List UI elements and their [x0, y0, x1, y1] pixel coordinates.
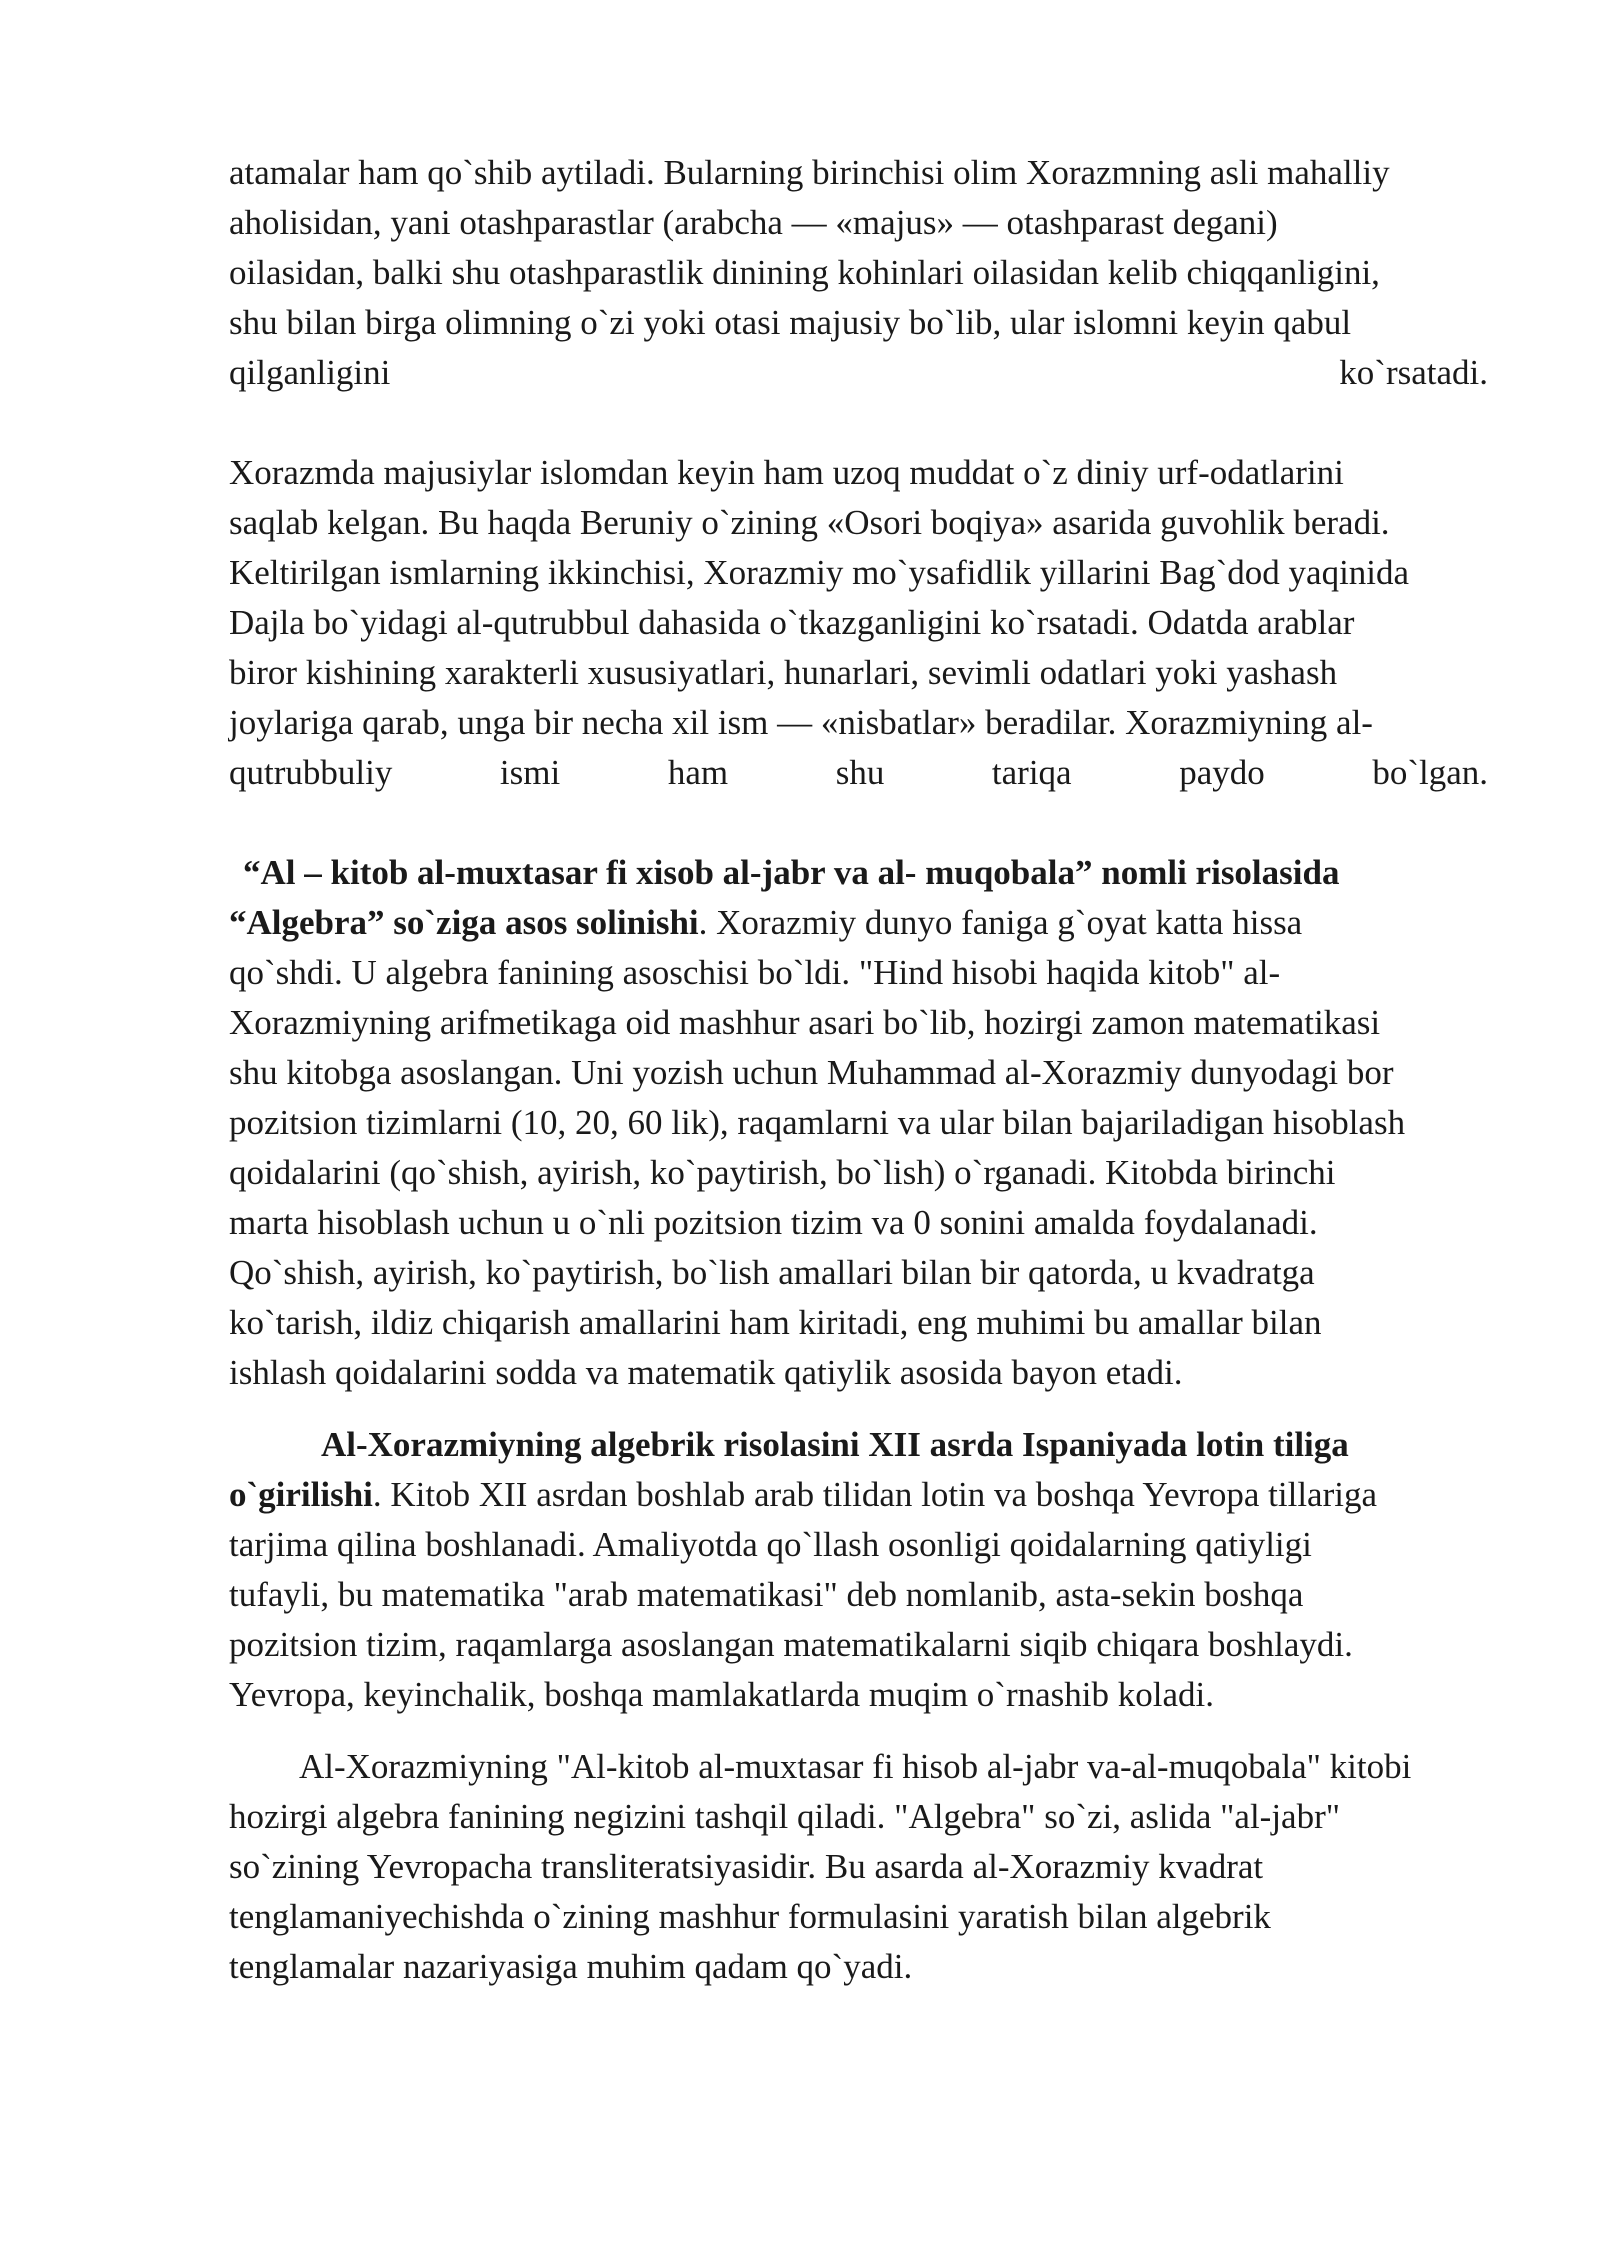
text-line: saqlab kelgan. Bu haqda Beruniy o`zining «Osori boqiya» asarida guvohlik beradi. — [229, 503, 1390, 542]
text-line: tenglamaniyechishda o`zining mashhur formulasini yaratish bilan algebrik — [229, 1897, 1271, 1936]
paragraph-5 — [229, 1742, 1488, 1992]
text-line: qo`shdi. U algebra fanining asoschisi bo`ldi. "Hind hisobi haqida kitob" al- — [229, 953, 1281, 992]
text-line: Xorazmiyning arifmetikaga oid mashhur asari bo`lib, hozirgi zamon matematikasi — [229, 1003, 1381, 1042]
text-line: qutrubbuliy ismi ham shu tariqa paydo bo`lgan. — [229, 753, 1488, 792]
text-line: atamalar ham qo`shib aytiladi. Bularning birinchisi olim Xorazmning asli mahalliy — [229, 153, 1390, 192]
text-line: joylariga qarab, unga bir necha xil ism — «nisbatlar» beradilar. Xorazmiyning al- — [229, 703, 1373, 742]
bold-heading-line — [229, 1420, 1488, 1470]
text-run: . Kitob XII asrdan boshlab arab tilidan lotin va boshqa Yevropa tillariga — [372, 1475, 1378, 1514]
text-line: Keltirilgan ismlarning ikkinchisi, Xorazmiy mo`ysafidlik yillarini Bag`dod yaqinida — [229, 553, 1410, 592]
text-line: Qo`shish, ayirish, ko`paytirish, bo`lish amallari bilan bir qatorda, u kvadratga — [229, 1253, 1315, 1292]
text-line: tenglamalar nazariyasiga muhim qadam qo`yadi. — [229, 1947, 913, 1986]
text-line: qilganligini ko`rsatadi. — [229, 353, 1488, 392]
text-line: Yevropa, keyinchalik, boshqa mamlakatlarda muqim o`rnashib koladi. — [229, 1675, 1214, 1714]
text-line: biror kishining xarakterli xususiyatlari, hunarlari, sevimli odatlari yoki yashash — [229, 653, 1338, 692]
text-line — [229, 898, 1488, 948]
paragraph-4 — [229, 1420, 1488, 1720]
text-line: shu bilan birga olimning o`zi yoki otasi majusiy bo`lib, ular islomni keyin qabul — [229, 303, 1352, 342]
bold-heading-text: “Algebra” so`ziga asos solinishi — [229, 903, 699, 942]
bold-heading-text: o`girilishi — [229, 1475, 373, 1514]
text-line: oilasidan, balki shu otashparastlik dinining kohinlari oilasidan kelib chiqqanligini, — [229, 253, 1380, 292]
text-line: pozitsion tizim, raqamlarga asoslangan matematikalarni siqib chiqara boshlaydi. — [229, 1625, 1353, 1664]
bold-heading-text: “Al – kitob al-muxtasar fi xisob al-jabr va al- muqobala” nomli risolasida — [243, 853, 1340, 892]
text-line: Al-Xorazmiyning "Al-kitob al-muxtasar fi hisob al-jabr va-al-muqobala" kitobi — [299, 1747, 1412, 1786]
text-line: hozirgi algebra fanining negizini tashqil qiladi. "Algebra" so`zi, aslida "al-jabr" — [229, 1797, 1341, 1836]
bold-heading-text: Al-Xorazmiyning algebrik risolasini XII asrda Ispaniyada lotin tiliga — [321, 1425, 1349, 1464]
text-line: ko`tarish, ildiz chiqarish amallarini ham kiritadi, eng muhimi bu amallar bilan — [229, 1303, 1322, 1342]
paragraph-1 — [229, 148, 1488, 398]
text-line: tarjima qilina boshlanadi. Amaliyotda qo`llash osonligi qoidalarning qatiyligi — [229, 1525, 1312, 1564]
text-line: ishlash qoidalarini sodda va matematik qatiylik asosida bayon etadi. — [229, 1353, 1183, 1392]
text-line: tufayli, bu matematika "arab matematikasi" deb nomlanib, asta-sekin boshqa — [229, 1575, 1304, 1614]
text-line: Dajla bo`yidagi al-qutrubbul dahasida o`tkazganligini ko`rsatadi. Odatda arablar — [229, 603, 1355, 642]
text-line: pozitsion tizimlarni (10, 20, 60 lik), raqamlarni va ular bilan bajariladigan hisoblash — [229, 1103, 1406, 1142]
bold-heading-line — [229, 848, 1488, 898]
text-run: . Xorazmiy dunyo faniga g`oyat katta hissa — [698, 903, 1303, 942]
text-line: aholisidan, yani otashparastlar (arabcha — «majus» — otashparast degani) — [229, 203, 1278, 242]
text-line: Xorazmda majusiylar islomdan keyin ham uzoq muddat o`z diniy urf-odatlarini — [229, 453, 1344, 492]
text-line: qoidalarini (qo`shish, ayirish, ko`paytirish, bo`lish) o`rganadi. Kitobda birinchi — [229, 1153, 1336, 1192]
text-line: so`zining Yevropacha transliteratsiyasidir. Bu asarda al-Xorazmiy kvadrat — [229, 1847, 1264, 1886]
paragraph-3 — [229, 848, 1488, 1398]
text-line: shu kitobga asoslangan. Uni yozish uchun Muhammad al-Xorazmiy dunyodagi bor — [229, 1053, 1394, 1092]
document-body — [229, 148, 1488, 1992]
paragraph-2 — [229, 448, 1488, 798]
text-line — [229, 1470, 1488, 1520]
text-line: marta hisoblash uchun u o`nli pozitsion tizim va 0 sonini amalda foydalanadi. — [229, 1203, 1318, 1242]
